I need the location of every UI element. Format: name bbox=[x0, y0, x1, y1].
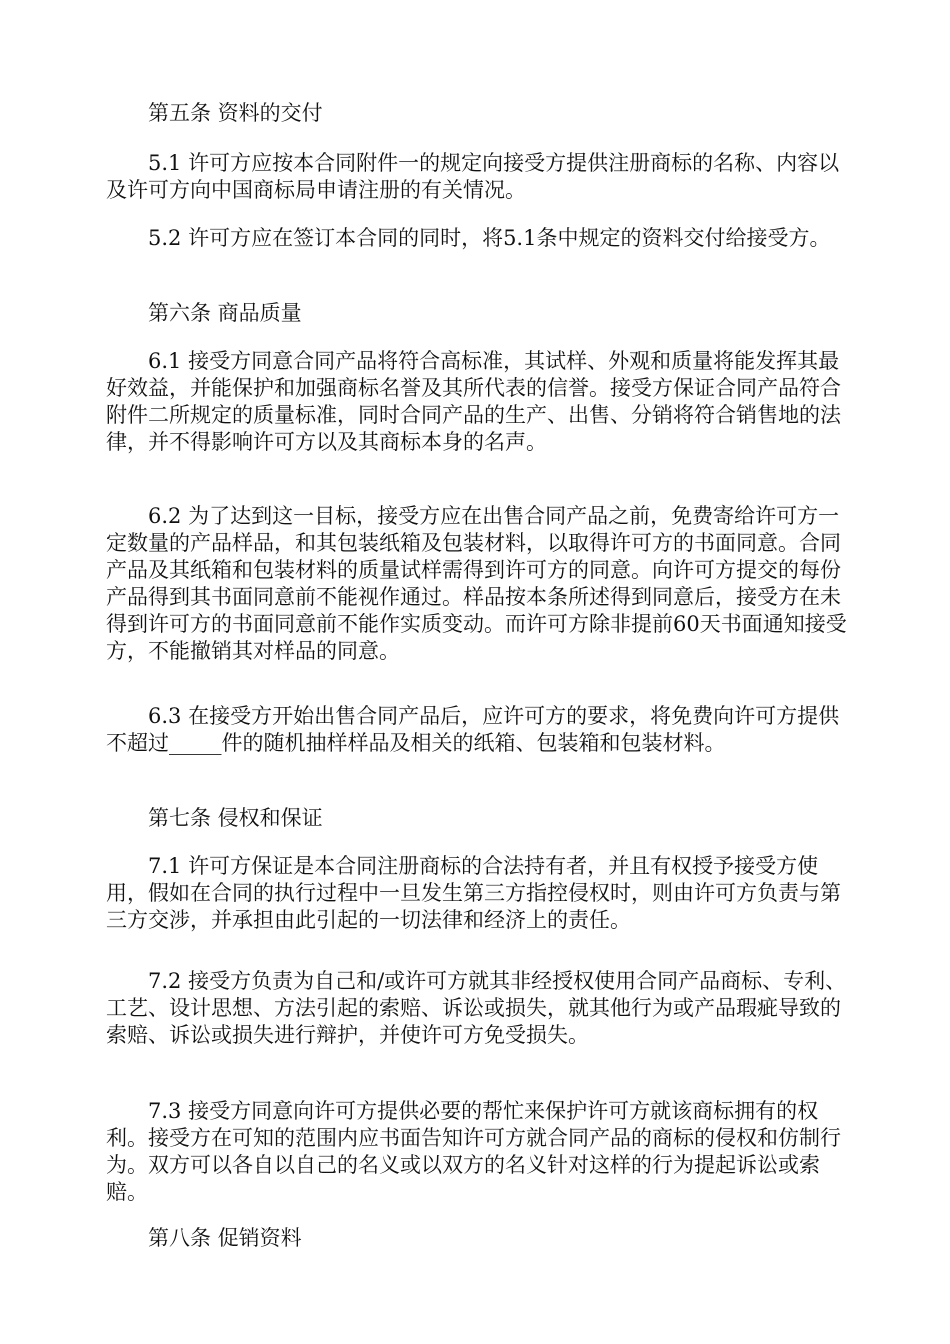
section-heading-5: 第五条 资料的交付 bbox=[148, 101, 323, 125]
clause-7-1: 7.1 许可方保证是本合同注册商标的合法持有者，并且有权授予接受方使用，假如在合同的执行过程中一旦发生第三方指控侵权时，则由许可方负责与第三方交涉，并承担由此引起的一切法律和经济上的责任。 bbox=[106, 854, 841, 932]
clause-5-2: 5.2 许可方应在签订本合同的同时，将5.1条中规定的资料交付给接受方。 bbox=[148, 226, 831, 250]
clause-6-3: 6.3 在接受方开始出售合同产品后，应许可方的要求，将免费向许可方提供不超过_____件的随机抽样样品及相关的纸箱、包装箱和包装材料。 bbox=[106, 704, 840, 755]
clause-5-1: 5.1 许可方应按本合同附件一的规定向接受方提供注册商标的名称、内容以及许可方向中国商标局申请注册的有关情况。 bbox=[106, 151, 840, 202]
clause-6-1: 6.1 接受方同意合同产品将符合高标准，其试样、外观和质量将能发挥其最好效益，并能保护和加强商标名誉及其所代表的信誉。接受方保证合同产品符合附件二所规定的质量标准，同时合同产品的生产、出售、分销将符合销售地的法律，并不得影响许可方以及其商标本身的名声。 bbox=[106, 349, 841, 454]
section-heading-6: 第六条 商品质量 bbox=[148, 301, 302, 325]
clause-6-2: 6.2 为了达到这一目标，接受方应在出售合同产品之前，免费寄给许可方一定数量的产品样品，和其包装纸箱及包装材料，以取得许可方的书面同意。合同产品及其纸箱和包装材料的质量试样需得到许可方的同意。向许可方提交的每份产品得到其书面同意前不能视作通过。样品按本条所述得到同意后，接受方在未得到许可方的书面同意前不能作实质变动。而许可方除非提前60天书面通知接受方，不能撤销其对样品的同意。 bbox=[106, 504, 847, 663]
clause-7-3: 7.3 接受方同意向许可方提供必要的帮忙来保护许可方就该商标拥有的权利。接受方在可知的范围内应书面告知许可方就合同产品的商标的侵权和仿制行为。双方可以各自以自己的名义或以双方的名义针对这样的行为提起诉讼或索赔。 bbox=[106, 1099, 841, 1204]
clause-7-2: 7.2 接受方负责为自己和/或许可方就其非经授权使用合同产品商标、专利、工艺、设计思想、方法引起的索赔、诉讼或损失，就其他行为或产品瑕疵导致的索赔、诉讼或损失进行辩护，并使许可方免受损失。 bbox=[106, 969, 847, 1047]
section-heading-7: 第七条 侵权和保证 bbox=[148, 806, 323, 830]
section-heading-8: 第八条 促销资料 bbox=[148, 1226, 302, 1250]
